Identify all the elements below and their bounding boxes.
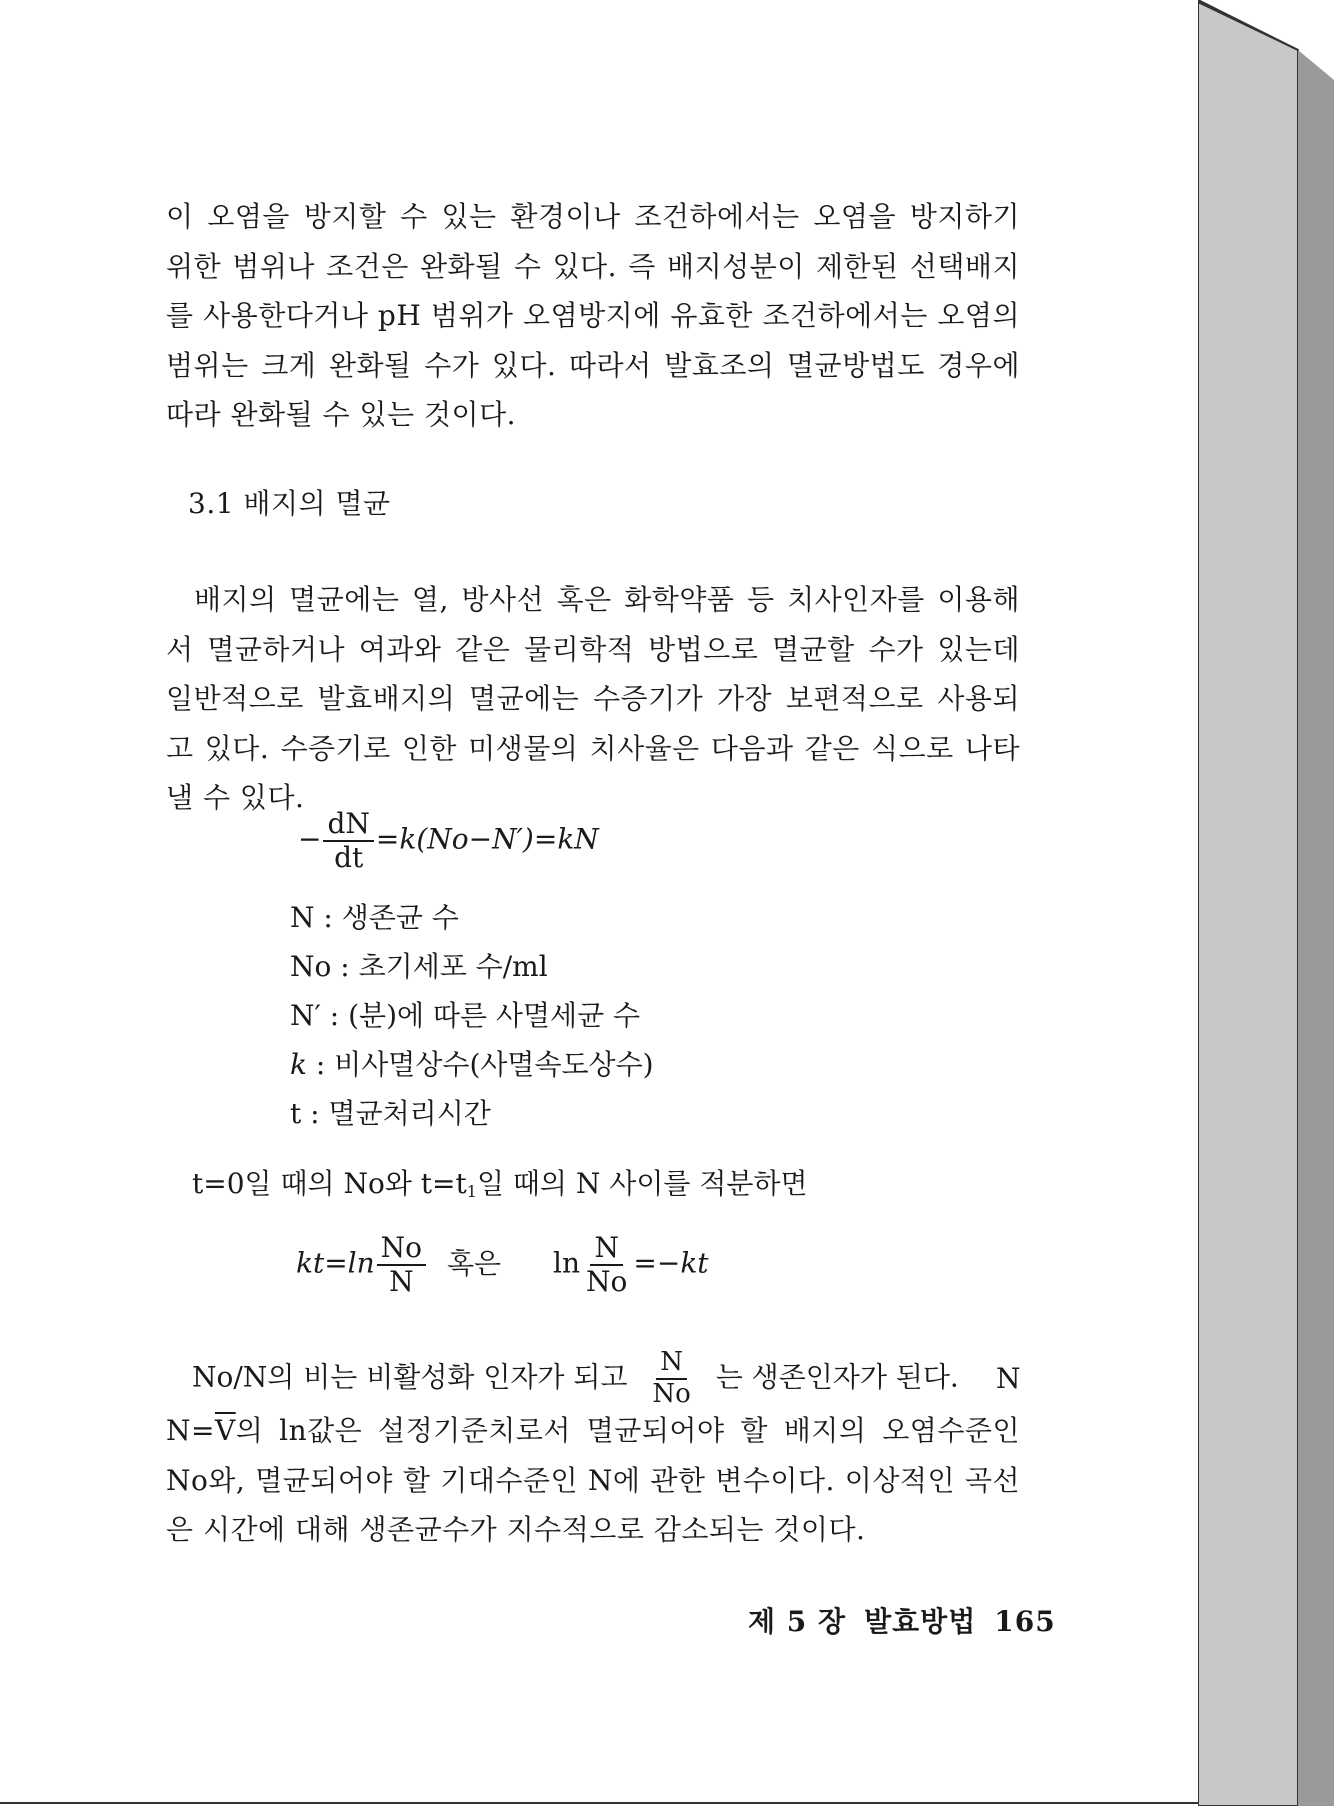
eq2-fraction-b: [582, 1232, 631, 1298]
def-symbol: N′: [290, 999, 321, 1032]
eq2-num-b: N: [590, 1232, 623, 1266]
integration-line: [192, 1162, 808, 1202]
eq1-rhs: =k(No−N′)=kN: [375, 822, 599, 856]
def-symbol: t: [290, 1097, 302, 1130]
definition-row: t : 멸균처리시간: [290, 1097, 491, 1130]
paragraph-factors-body: [166, 1406, 1020, 1555]
eq1-minus: −: [298, 822, 322, 856]
eq2-ln: ln: [553, 1246, 581, 1280]
eq2-den-b: No: [586, 1265, 628, 1299]
eq2-fraction-a: [377, 1232, 426, 1298]
eq2-lhs: kt=ln: [296, 1246, 375, 1280]
paragraph-factors-line1: [192, 1348, 959, 1410]
definition-row: N′ : (분)에 따른 사멸세균 수: [290, 999, 641, 1032]
eq1-numerator: dN: [323, 808, 373, 842]
integration-text-a: t=0일 때의 No와 t=t: [192, 1167, 467, 1200]
eq2-rhs: =−kt: [633, 1246, 709, 1280]
eq2-num-a: No: [377, 1232, 426, 1266]
definition-row: k : 비사멸상수(사멸속도상수): [290, 1048, 654, 1081]
p3-frac-num: N: [656, 1348, 687, 1380]
p3-text-b: 는 생존인자가 된다.: [715, 1360, 959, 1394]
integration-text-b: 일 때의 N 사이를 적분하면: [476, 1167, 808, 1200]
def-description: 생존균 수: [341, 901, 459, 934]
p3-fraction: [648, 1348, 694, 1410]
p3-vbar: $\overline{V}$: [214, 1414, 236, 1447]
eq1-denominator: dt: [334, 841, 364, 875]
def-description: 비사멸상수(사멸속도상수): [334, 1048, 654, 1081]
footer-chapter: 제 5 장: [748, 1605, 847, 1638]
def-symbol: N: [290, 901, 315, 934]
footer-title: 발효방법: [864, 1605, 977, 1638]
eq2-den-a: N: [389, 1265, 414, 1299]
p3-frac-den: No: [652, 1378, 691, 1409]
definition-row: N : 생존균 수: [290, 901, 459, 934]
p3-text-a: No/N의 비는 비활성화 인자가 되고: [192, 1360, 628, 1394]
paragraph-sterilization: 배지의 멸균에는 열, 방사선 혹은 화학약품 등 치사인자를 이용해서 멸균하거나 여과와 같은 물리학적 방법으로 멸균할 수가 있는데 일반적으로 발효배지의 멸균에는 수증기가 가장 보편적으로 사용되고 있다. 수증기로 인한 미생물의 치사율은 다음과 같은 식으로 나타낼 수 있다.: [166, 583, 1020, 814]
def-symbol: k: [290, 1048, 307, 1081]
page-number: 165: [994, 1605, 1056, 1638]
book-edge-graphic: [1198, 0, 1334, 1806]
equation-death-rate: [298, 808, 599, 874]
def-symbol: No: [290, 950, 332, 983]
definition-row: No : 초기세포 수/ml: [290, 950, 548, 983]
integration-subscript: 1: [466, 1182, 477, 1201]
page-footer: [748, 1600, 1074, 1640]
equation-integrated: [296, 1232, 709, 1298]
def-description: 초기세포 수/ml: [358, 950, 548, 983]
def-description: (분)에 따른 사멸세균 수: [348, 999, 641, 1032]
def-description: 멸균처리시간: [328, 1097, 491, 1130]
p3-line2-start: N=: [166, 1414, 215, 1447]
section-heading: 3.1 배지의 멸균: [188, 487, 391, 520]
p3-line2-body: 의 ln값은 설정기준치로서 멸균되어야 할 배지의 오염수준인 No와, 멸균되어야 할 기대수준인 N에 관한 변수이다. 이상적인 곡선은 시간에 대해 생존균수가 지수적으로 감소되는 것이다.: [166, 1414, 1020, 1546]
eq1-fraction: [323, 808, 373, 874]
p3-trailing-n: N: [996, 1362, 1021, 1395]
paragraph-intro: 이 오염을 방지할 수 있는 환경이나 조건하에서는 오염을 방지하기 위한 범위나 조건은 완화될 수 있다. 즉 배지성분이 제한된 선택배지를 사용한다거나 pH 범위가 오염방지에 유효한 조건하에서는 오염의 범위는 크게 완화될 수가 있다. 따라서 발효조의 멸균방법도 경우에 따라 완화될 수 있는 것이다.: [166, 200, 1020, 431]
eq2-or: 혹은: [446, 1246, 502, 1280]
